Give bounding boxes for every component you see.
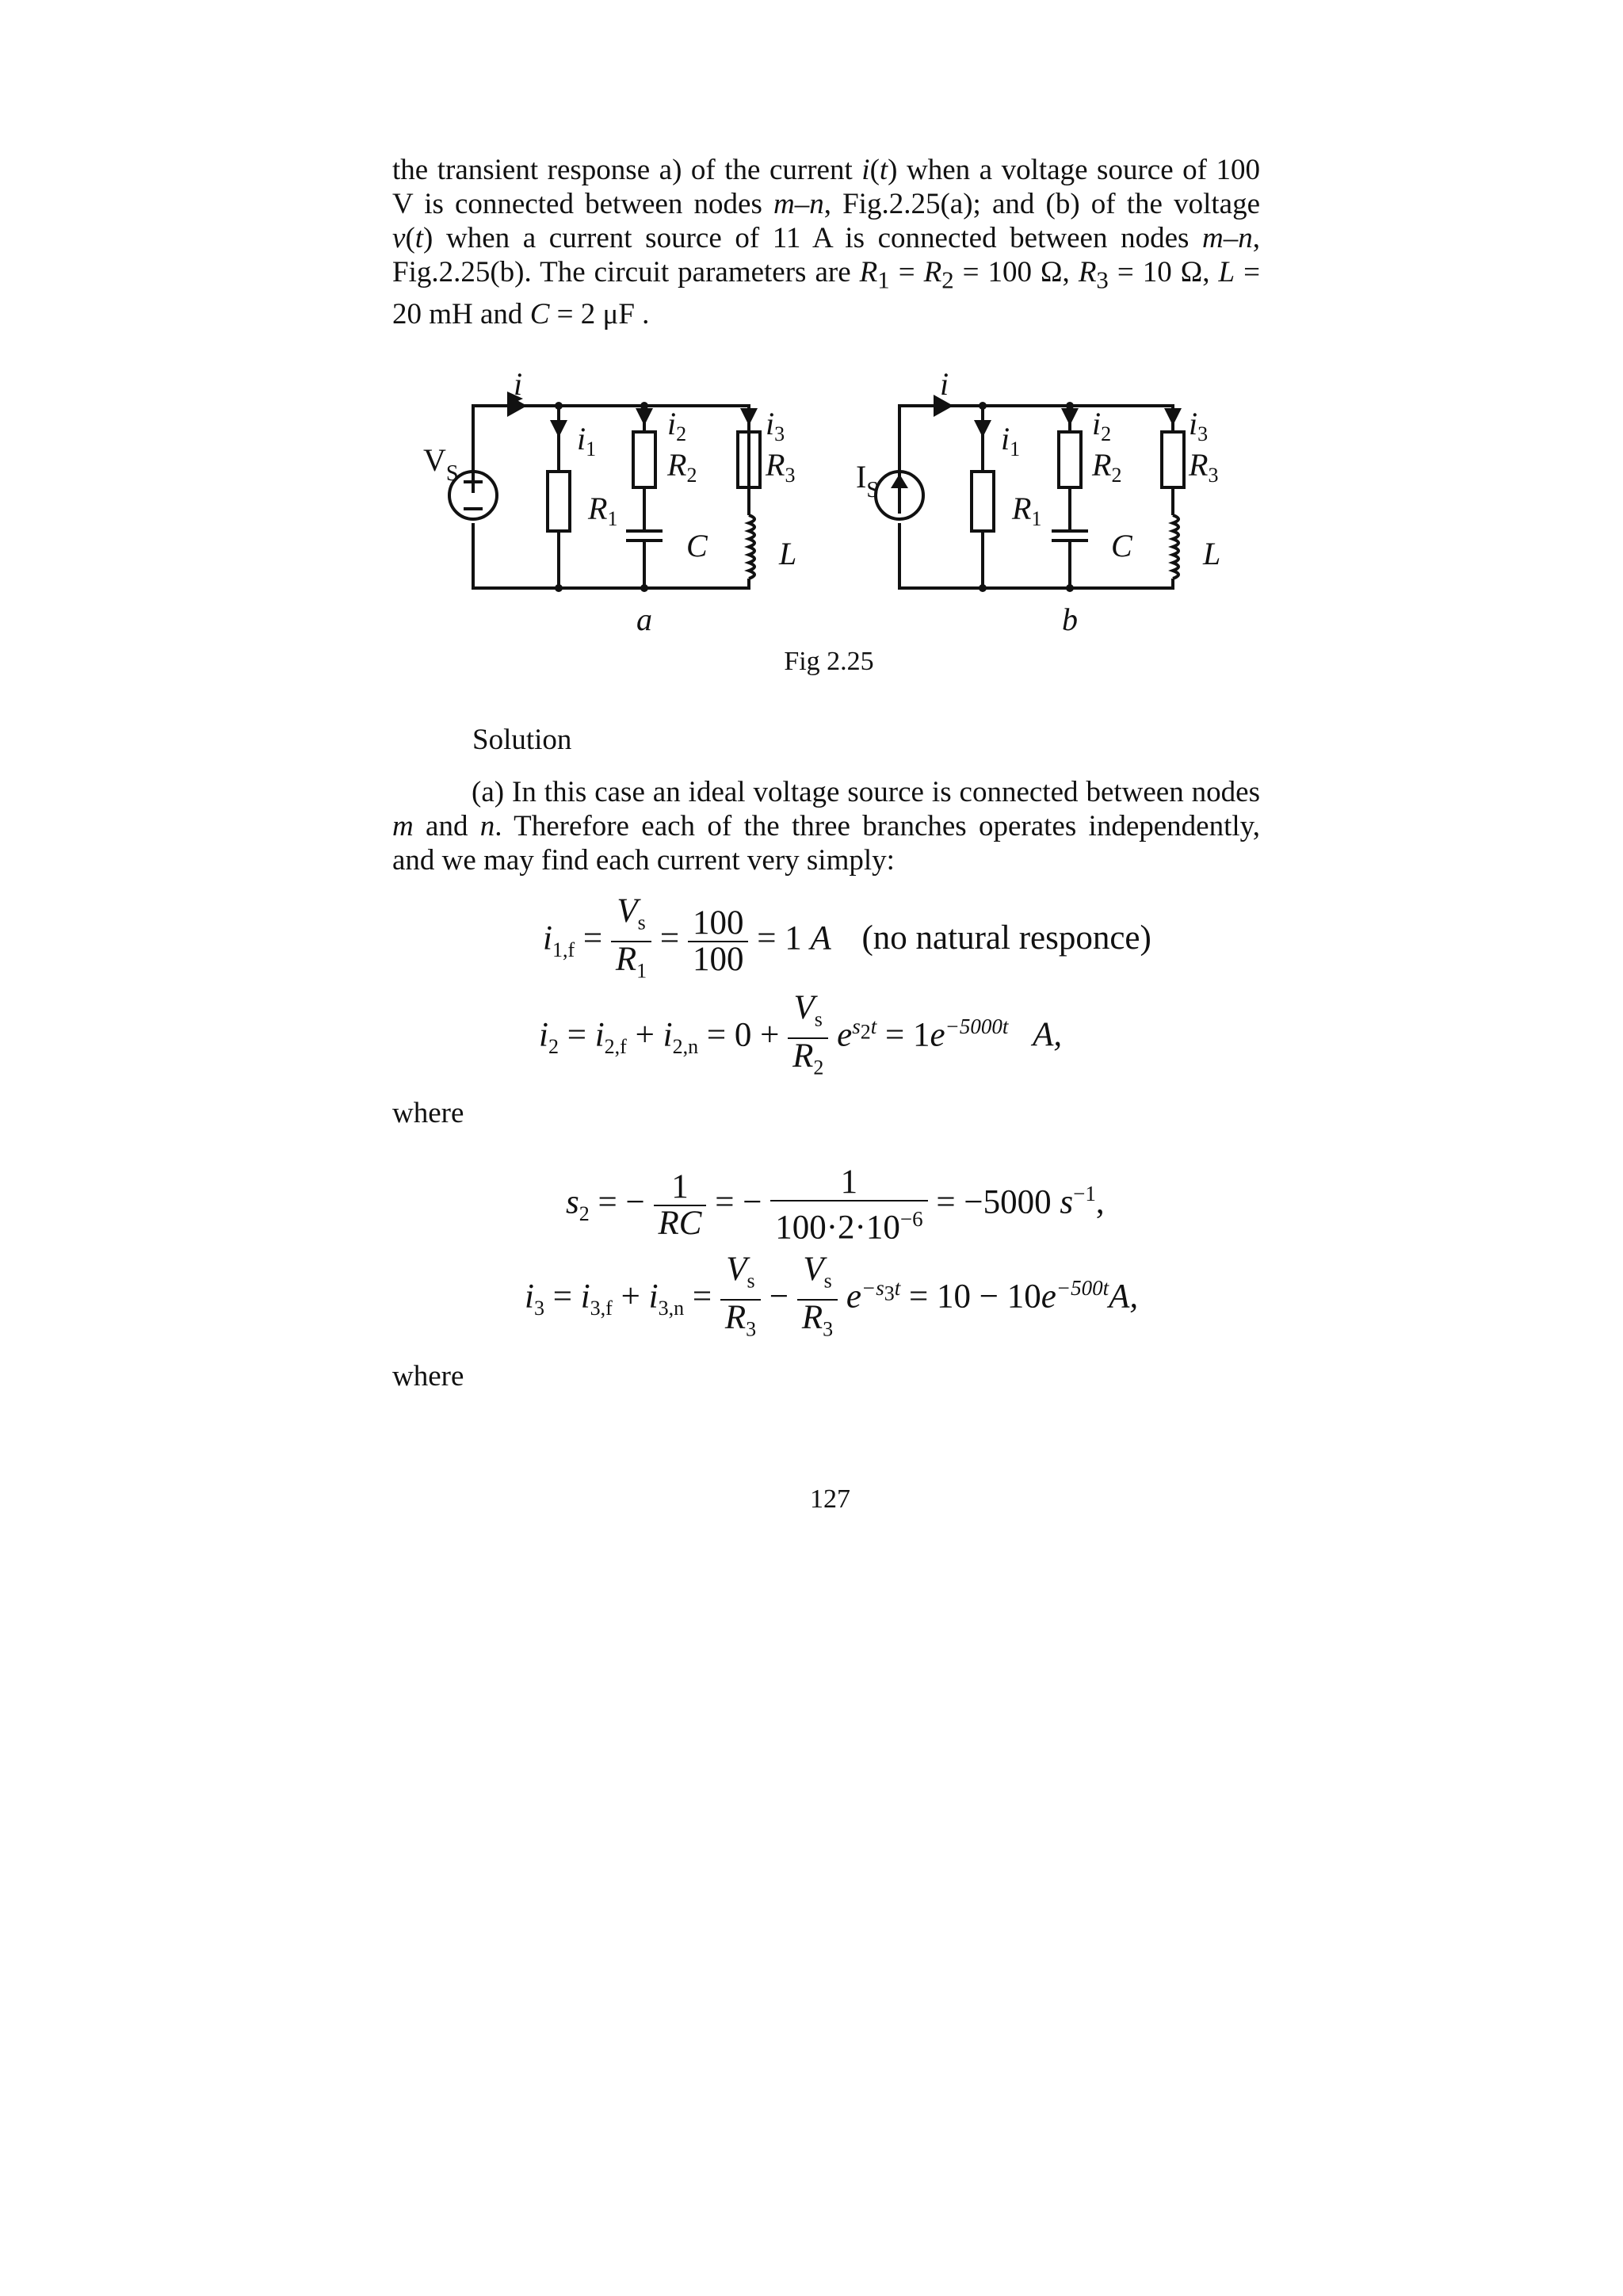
text: = 10 − 10	[909, 1278, 1041, 1316]
text: = 100 Ω,	[953, 256, 1079, 288]
r3-label: $R_3$	[766, 447, 796, 487]
arrow-down-icon	[974, 420, 991, 437]
where-label: where	[392, 1097, 464, 1129]
text: 3	[823, 1317, 834, 1341]
intro-paragraph	[392, 153, 1260, 331]
text: =	[575, 919, 611, 957]
text: = 10 Ω,	[1108, 256, 1219, 288]
text: =	[558, 1016, 595, 1054]
node-dot	[979, 584, 987, 592]
node-dot	[979, 402, 987, 410]
equation-i1f	[543, 894, 1151, 988]
text: t	[414, 222, 424, 254]
text: e	[1041, 1278, 1056, 1316]
text: 3	[1096, 266, 1109, 294]
text: 1	[654, 1170, 707, 1206]
node-dot	[640, 402, 648, 410]
arrow-down-icon	[636, 408, 653, 426]
text: 2	[860, 1020, 871, 1044]
text: C	[529, 298, 550, 331]
text: . Therefore each of the three branches operates independently, and we may find each current very simply:	[392, 810, 1260, 877]
text: R	[1078, 256, 1097, 288]
r3-resistor-icon	[1162, 432, 1184, 487]
text: (	[869, 154, 880, 186]
text: 1	[877, 266, 890, 294]
text: 2	[579, 1202, 590, 1226]
text: 2,f	[604, 1035, 627, 1059]
circuit-figure	[0, 357, 1623, 690]
text: −s	[861, 1276, 884, 1301]
inductor-icon	[749, 515, 754, 579]
text: i	[525, 1278, 534, 1316]
text: V	[726, 1251, 747, 1288]
text: s	[637, 911, 646, 934]
i3-label: $i_3$	[1189, 406, 1209, 445]
text: =	[659, 919, 688, 957]
text: R	[801, 1298, 823, 1336]
page-number: 127	[810, 1484, 850, 1514]
current-label: i	[514, 366, 523, 402]
text: A,	[1109, 1278, 1139, 1316]
inductor-icon	[1173, 515, 1178, 579]
circuit-a-wire	[473, 406, 749, 515]
equation-i2	[539, 991, 1062, 1085]
text: 100	[688, 906, 749, 942]
arrow-down-icon	[1164, 408, 1182, 426]
text: 2	[941, 266, 954, 294]
text: = 1	[884, 1016, 930, 1054]
text: 2	[813, 1056, 824, 1079]
text: ) when a current source of 11 A is connected between nodes	[423, 222, 1203, 254]
circuit-b-wire	[899, 406, 1173, 493]
figure-caption: Fig 2.25	[784, 647, 874, 676]
text: (a) In this case an ideal voltage source is connected between nodes	[472, 776, 1260, 808]
text: s	[814, 1007, 823, 1031]
fraction	[688, 906, 749, 977]
node-dot	[1066, 584, 1074, 592]
fraction	[611, 894, 651, 988]
text: = 1	[757, 919, 811, 957]
text: s	[747, 1269, 755, 1293]
r3-label: $R_3$	[1189, 447, 1219, 487]
arrow-down-icon	[740, 408, 758, 426]
text: t	[870, 1014, 877, 1039]
solution-paragraph	[392, 775, 1260, 877]
text: A	[810, 919, 831, 957]
i1-label: $i_1$	[1001, 421, 1021, 460]
text: i	[539, 1016, 548, 1054]
text: s	[823, 1269, 832, 1293]
text: 2,n	[672, 1035, 699, 1059]
text: (no natural responce)	[861, 919, 1151, 957]
text: m–n	[1202, 222, 1253, 254]
text: =	[544, 1278, 581, 1316]
fraction	[788, 991, 828, 1085]
text: ,	[1095, 1183, 1105, 1221]
fraction	[770, 1165, 927, 1245]
current-label: i	[940, 366, 949, 402]
text: 2	[548, 1035, 559, 1059]
i3-label: $i_3$	[766, 406, 785, 445]
circuit-a-wire	[473, 523, 749, 588]
text: +	[612, 1278, 649, 1316]
text: = 20 mH and	[392, 256, 1260, 331]
text: v	[392, 222, 406, 254]
equation-s2	[566, 1165, 1105, 1245]
text: 1	[636, 959, 647, 983]
equation-i3	[525, 1252, 1138, 1347]
text: m–n	[773, 188, 824, 220]
l-label: L	[1203, 536, 1221, 571]
node-dot	[555, 584, 563, 592]
text: , Fig.2.25(a); and (b) of the voltage	[823, 188, 1260, 220]
text: ) when a voltage source of 100 V is connected between nodes	[392, 154, 1260, 220]
text: (	[405, 222, 415, 254]
text: e	[837, 1016, 853, 1054]
text: i	[594, 1016, 605, 1054]
text: 3	[533, 1297, 544, 1320]
circuit-label: a	[636, 602, 652, 637]
text: i	[580, 1278, 590, 1316]
text: L	[1218, 256, 1235, 288]
text: R	[615, 940, 637, 978]
text: 100·2·10	[775, 1209, 900, 1247]
text: 3,f	[590, 1297, 613, 1320]
text: e	[846, 1278, 861, 1316]
text: n	[479, 810, 495, 842]
source-label: $V_S$	[423, 442, 459, 486]
text: +	[626, 1016, 663, 1054]
text: = −	[589, 1183, 645, 1221]
text: 3	[884, 1282, 895, 1305]
fraction	[797, 1252, 838, 1347]
text: = 0 +	[698, 1016, 789, 1054]
text: m	[392, 810, 414, 842]
l-label: L	[779, 536, 797, 571]
text: A,	[1033, 1016, 1063, 1054]
text: 3	[746, 1317, 757, 1341]
text: 100	[692, 940, 744, 978]
text: t	[894, 1276, 901, 1301]
r2-resistor-icon	[1059, 432, 1081, 487]
node-dot	[555, 402, 563, 410]
i2-label: $i_2$	[667, 406, 687, 445]
text: i	[543, 919, 552, 957]
text: =	[889, 256, 924, 288]
text: and	[413, 810, 480, 842]
arrow-down-icon	[550, 420, 567, 437]
node-dot	[1066, 402, 1074, 410]
minus-icon	[464, 507, 483, 510]
text: −	[769, 1278, 797, 1316]
text: V	[803, 1251, 824, 1288]
arrow-up-icon	[891, 474, 908, 488]
text: 1	[770, 1165, 927, 1201]
r1-label: $R_1$	[1012, 491, 1042, 530]
plus-icon	[472, 472, 475, 491]
solution-heading: Solution	[472, 724, 572, 756]
text: the transient response a) of the current	[392, 154, 862, 186]
text: RC	[658, 1204, 702, 1242]
text: R	[923, 256, 942, 288]
text: , Fig.2.25(b). The circuit parameters are	[392, 222, 1260, 288]
text: i	[663, 1016, 673, 1054]
text: −5000t	[945, 1014, 1009, 1039]
text: −6	[899, 1207, 923, 1231]
source-label: $I_S$	[856, 459, 879, 502]
text: V	[617, 892, 638, 930]
c-label: C	[686, 528, 708, 563]
text: R	[792, 1037, 814, 1075]
text: s	[566, 1183, 579, 1221]
text: =	[684, 1278, 720, 1316]
r1-resistor-icon	[548, 472, 570, 531]
r2-resistor-icon	[633, 432, 655, 487]
text: = 2 μF .	[549, 298, 650, 331]
i2-label: $i_2$	[1092, 406, 1112, 445]
text: i	[861, 154, 870, 186]
fraction	[720, 1252, 761, 1347]
arrow-down-icon	[1061, 408, 1079, 426]
text: s	[1060, 1183, 1074, 1221]
text: = −5000	[936, 1183, 1060, 1221]
where-label: where	[392, 1360, 464, 1392]
circuit-label: b	[1062, 602, 1078, 637]
r2-label: $R_2$	[1092, 447, 1122, 487]
text: t	[879, 154, 888, 186]
c-label: C	[1111, 528, 1132, 563]
text: 3,n	[658, 1297, 685, 1320]
text: −500t	[1056, 1276, 1109, 1301]
text: s	[852, 1014, 861, 1039]
i1-label: $i_1$	[577, 421, 597, 460]
fraction	[654, 1167, 707, 1242]
text: 1,f	[552, 938, 575, 962]
text: R	[859, 256, 878, 288]
text: −1	[1073, 1182, 1096, 1206]
text: e	[930, 1016, 945, 1054]
r1-label: $R_1$	[588, 491, 618, 530]
text: = −	[715, 1183, 762, 1221]
text: V	[793, 989, 815, 1026]
r1-resistor-icon	[972, 472, 994, 531]
node-dot	[640, 584, 648, 592]
r2-label: $R_2$	[667, 447, 697, 487]
text: i	[648, 1278, 659, 1316]
text: R	[724, 1298, 747, 1336]
